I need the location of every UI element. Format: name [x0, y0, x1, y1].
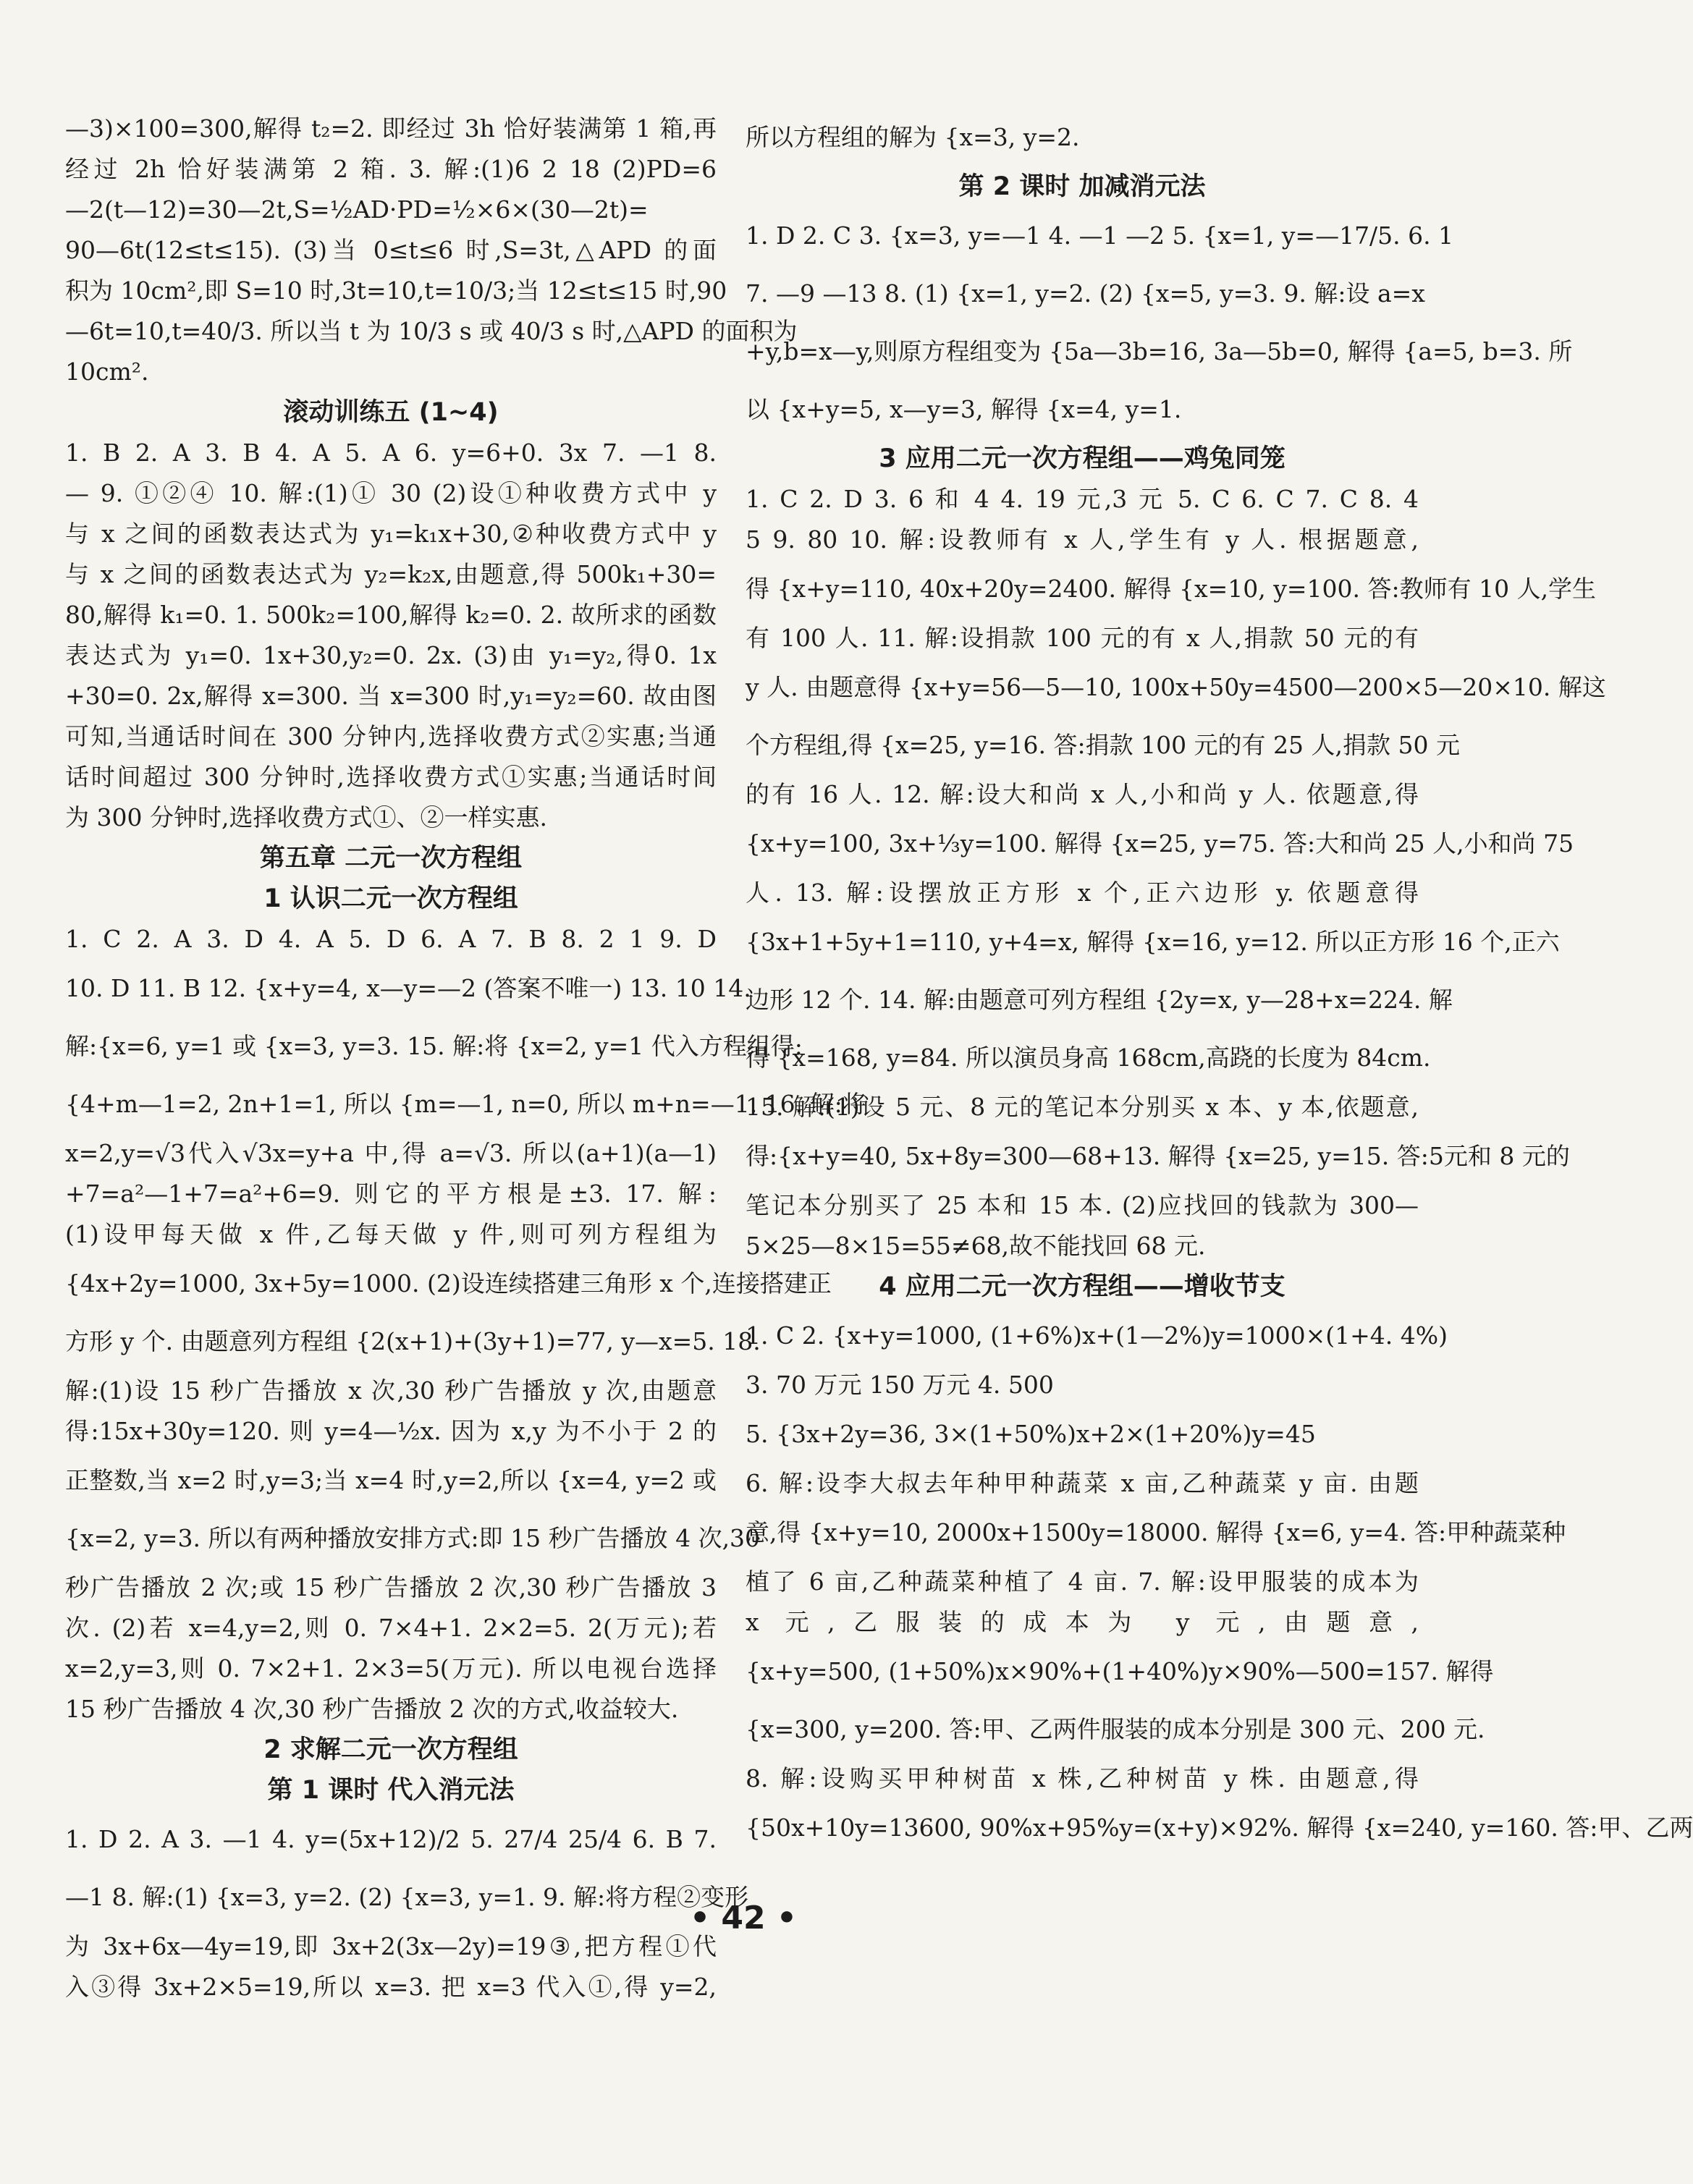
answer-text-line: 以 {x+y=5, x—y=3, 解得 {x=4, y=1. [746, 395, 1182, 423]
answer-text-line: 15 秒广告播放 4 次,30 秒广告播放 2 次的方式,收益较大. [65, 1695, 679, 1723]
answer-text-line: +y,b=x—y,则原方程组变为 {5a—3b=16, 3a—5b=0, 解得 {a=5, b=3. 所 [746, 337, 1573, 365]
answer-text-line: 解:(1)设 15 秒广告播放 x 次,30 秒广告播放 y 次,由题意 [65, 1376, 717, 1405]
section-heading: 1 认识二元一次方程组 [263, 884, 518, 913]
answer-text-line: {x+y=500, (1+50%)x×90%+(1+40%)y×90%—500=157. 解得 [746, 1657, 1494, 1685]
answer-text-line: 5 9. 80 10. 解:设教师有 x 人,学生有 y 人. 根据题意, [746, 525, 1419, 554]
answer-text-line: 7. —9 —13 8. (1) {x=1, y=2. (2) {x=5, y=3. 9. 解:设 a=x [746, 279, 1425, 308]
answer-text-line: 1. D 2. C 3. {x=3, y=—1 4. —1 —2 5. {x=1, y=—17/5. 6. 1 [746, 221, 1454, 250]
answer-text-line: +30=0. 2x,解得 x=300. 当 x=300 时,y₁=y₂=60. 故由图 [65, 682, 717, 710]
answer-text-line: 边形 12 个. 14. 解:由题意可列方程组 {2y=x, y—28+x=224. 解 [746, 986, 1453, 1014]
section-heading: 4 应用二元一次方程组——增收节支 [879, 1272, 1285, 1301]
answer-text-line: 的有 16 人. 12. 解:设大和尚 x 人,小和尚 y 人. 依题意,得 [746, 780, 1419, 808]
answer-text-line: 1. B 2. A 3. B 4. A 5. A 6. y=6+0. 3x 7. —1 8. [65, 439, 717, 467]
answer-text-line: 入③得 3x+2×5=19,所以 x=3. 把 x=3 代入①,得 y=2, [65, 1973, 717, 2001]
answer-text-line: 与 x 之间的函数表达式为 y₂=k₂x,由题意,得 500k₁+30= [65, 560, 717, 588]
answer-text-line: {x=2, y=3. 所以有两种播放安排方式:即 15 秒广告播放 4 次,30 [65, 1524, 761, 1552]
answer-text-line: 人. 13. 解:设摆放正方形 x 个,正六边形 y. 依题意得 [746, 879, 1419, 907]
answer-text-line: 3. 70 万元 150 万元 4. 500 [746, 1371, 1054, 1399]
answer-text-line: 1. C 2. D 3. 6 和 4 4. 19 元,3 元 5. C 6. C 7. C 8. 4 [746, 485, 1419, 513]
section-heading: 第五章 二元一次方程组 [259, 844, 523, 873]
answer-text-line: 5×25—8×15=55≠68,故不能找回 68 元. [746, 1232, 1206, 1260]
answer-text-line: 表达式为 y₁=0. 1x+30,y₂=0. 2x. (3)由 y₁=y₂,得0. 1x [65, 641, 717, 669]
answer-text-line: 解:{x=6, y=1 或 {x=3, y=3. 15. 解:将 {x=2, y=1 代入方程组得: [65, 1032, 803, 1060]
section-heading: 2 求解二元一次方程组 [263, 1735, 518, 1764]
page-number: • 42 • [689, 1900, 798, 1937]
answer-text-line: 10. D 11. B 12. {x+y=4, x—y=—2 (答案不唯一) 13. 10 14. [65, 974, 751, 1002]
answer-text-line: {4+m—1=2, 2n+1=1, 所以 {m=—1, n=0, 所以 m+n=—1. 16. 解:将 [65, 1090, 866, 1118]
answer-text-line: 1. D 2. A 3. —1 4. y=(5x+12)/2 5. 27/4 25/4 6. B 7. [65, 1825, 717, 1853]
answer-text-line: 8. 解:设购买甲种树苗 x 株,乙种树苗 y 株. 由题意,得 [746, 1764, 1419, 1793]
answer-text-line: —2(t—12)=30—2t,S=½AD·PD=½×6×(30—2t)= [65, 195, 649, 224]
answer-text-line: {3x+1+5y+1=110, y+4=x, 解得 {x=16, y=12. 所以正方形 16 个,正六 [746, 928, 1560, 956]
answer-text-line: 个方程组,得 {x=25, y=16. 答:捐款 100 元的有 25 人,捐款 50 元 [746, 731, 1460, 759]
answer-text-line: 所以方程组的解为 {x=3, y=2. [746, 123, 1080, 151]
answer-text-line: y 人. 由题意得 {x+y=56—5—10, 100x+50y=4500—200×5—20×10. 解这 [746, 673, 1606, 701]
answer-text-line: —6t=10,t=40/3. 所以当 t 为 10/3 s 或 40/3 s 时,△APD 的面积为 [65, 317, 798, 345]
answer-text-line: 为 3x+6x—4y=19,即 3x+2(3x—2y)=19③,把方程①代 [65, 1932, 717, 1960]
answer-text-line: 与 x 之间的函数表达式为 y₁=k₁x+30,②种收费方式中 y [65, 520, 717, 548]
answer-text-line: 为 300 分钟时,选择收费方式①、②一样实惠. [65, 803, 547, 831]
answer-text-line: 积为 10cm²,即 S=10 时,3t=10,t=10/3;当 12≤t≤15 时,90 [65, 276, 727, 305]
answer-text-line: 秒广告播放 2 次;或 15 秒广告播放 2 次,30 秒广告播放 3 [65, 1573, 717, 1601]
answer-text-line: 得 {x+y=110, 40x+20y=2400. 解得 {x=10, y=100. 答:教师有 10 人,学生 [746, 575, 1597, 603]
answer-text-line: 可知,当通话时间在 300 分钟内,选择收费方式②实惠;当通 [65, 722, 717, 750]
section-heading: 第 2 课时 加减消元法 [958, 172, 1206, 201]
answer-text-line: —3)×100=300,解得 t₂=2. 即经过 3h 恰好装满第 1 箱,再 [65, 114, 717, 143]
answer-text-line: — 9. ①②④ 10. 解:(1)① 30 (2)设①种收费方式中 y [65, 479, 717, 507]
answer-text-line: x 元,乙服装的成本为 y 元,由题意, [746, 1608, 1419, 1636]
answer-text-line: 次. (2)若 x=4,y=2,则 0. 7×4+1. 2×2=5. 2(万元);若 [65, 1614, 717, 1642]
answer-text-line: 10cm². [65, 357, 149, 386]
answer-text-line: 方形 y 个. 由题意列方程组 {2(x+1)+(3y+1)=77, y—x=5. 18. [65, 1327, 761, 1355]
answer-text-line: 1. C 2. {x+y=1000, (1+6%)x+(1—2%)y=1000×(1+4. 4%) [746, 1321, 1448, 1350]
answer-text-line: 经过 2h 恰好装满第 2 箱. 3. 解:(1)6 2 18 (2)PD=6 [65, 155, 717, 183]
answer-text-line: 植了 6 亩,乙种蔬菜种植了 4 亩. 7. 解:设甲服装的成本为 [746, 1567, 1419, 1596]
section-heading: 3 应用二元一次方程组——鸡兔同笼 [879, 444, 1285, 473]
left-column [65, 109, 866, 2007]
answer-text-line: {4x+2y=1000, 3x+5y=1000. (2)设连续搭建三角形 x 个,连接搭建正 [65, 1269, 832, 1298]
answer-text-line: 话时间超过 300 分钟时,选择收费方式①实惠;当通话时间 [65, 763, 717, 791]
answer-text-line: 得:15x+30y=120. 则 y=4—½x. 因为 x,y 为不小于 2 的 [65, 1417, 717, 1445]
answer-text-line: 80,解得 k₁=0. 1. 500k₂=100,解得 k₂=0. 2. 故所求的函数 [65, 601, 717, 629]
answer-text-line: 意,得 {x+y=10, 2000x+1500y=18000. 解得 {x=6, y=4. 答:甲种蔬菜种 [746, 1518, 1566, 1546]
answer-text-line: 15. 解:(1)设 5 元、8 元的笔记本分别买 x 本、y 本,依题意, [746, 1093, 1419, 1121]
answer-text-line: (1)设甲每天做 x 件,乙每天做 y 件,则可列方程组为 [65, 1220, 717, 1248]
answer-text-line: x=2,y=√3代入√3x=y+a 中,得 a=√3. 所以(a+1)(a—1) [65, 1139, 717, 1167]
answer-text-line: 有 100 人. 11. 解:设捐款 100 元的有 x 人,捐款 50 元的有 [746, 624, 1419, 652]
answer-text-line: 1. C 2. A 3. D 4. A 5. D 6. A 7. B 8. 2 1 9. D [65, 925, 717, 953]
section-heading: 第 1 课时 代入消元法 [267, 1776, 515, 1805]
answer-text-line: 笔记本分别买了 25 本和 15 本. (2)应找回的钱款为 300— [746, 1191, 1419, 1219]
answer-text-line: 90—6t(12≤t≤15). (3)当 0≤t≤6 时,S=3t,△APD 的面 [65, 236, 717, 264]
answer-text-line: x=2,y=3,则 0. 7×2+1. 2×3=5(万元). 所以电视台选择 [65, 1654, 717, 1683]
section-heading: 滚动训练五 (1~4) [283, 398, 499, 427]
answer-text-line: —1 8. 解:(1) {x=3, y=2. (2) {x=3, y=1. 9. 解:将方程②变形 [65, 1883, 749, 1911]
answer-text-line: {x=300, y=200. 答:甲、乙两件服装的成本分别是 300 元、200 元. [746, 1715, 1485, 1743]
answer-text-line: 得:{x+y=40, 5x+8y=300—68+13. 解得 {x=25, y=15. 答:5元和 8 元的 [746, 1142, 1570, 1170]
answer-text-line: +7=a²—1+7=a²+6=9. 则它的平方根是±3. 17. 解: [65, 1180, 717, 1208]
answer-text-line: 6. 解:设李大叔去年种甲种蔬菜 x 亩,乙种蔬菜 y 亩. 由题 [746, 1469, 1419, 1497]
answer-text-line: {x+y=100, 3x+⅓y=100. 解得 {x=25, y=75. 答:大和尚 25 人,小和尚 75 [746, 829, 1574, 858]
answer-text-line: 5. {3x+2y=36, 3×(1+50%)x+2×(1+20%)y=45 [746, 1420, 1316, 1448]
answer-text-line: {50x+10y=13600, 90%x+95%y=(x+y)×92%. 解得 {x=240, y=160. 答:甲、乙两 [746, 1813, 1693, 1842]
answer-text-line: 得 {x=168, y=84. 所以演员身高 168cm,高跷的长度为 84cm. [746, 1044, 1431, 1072]
answer-text-line: 正整数,当 x=2 时,y=3;当 x=4 时,y=2,所以 {x=4, y=2 或 [65, 1466, 717, 1494]
right-column [746, 109, 1693, 1857]
